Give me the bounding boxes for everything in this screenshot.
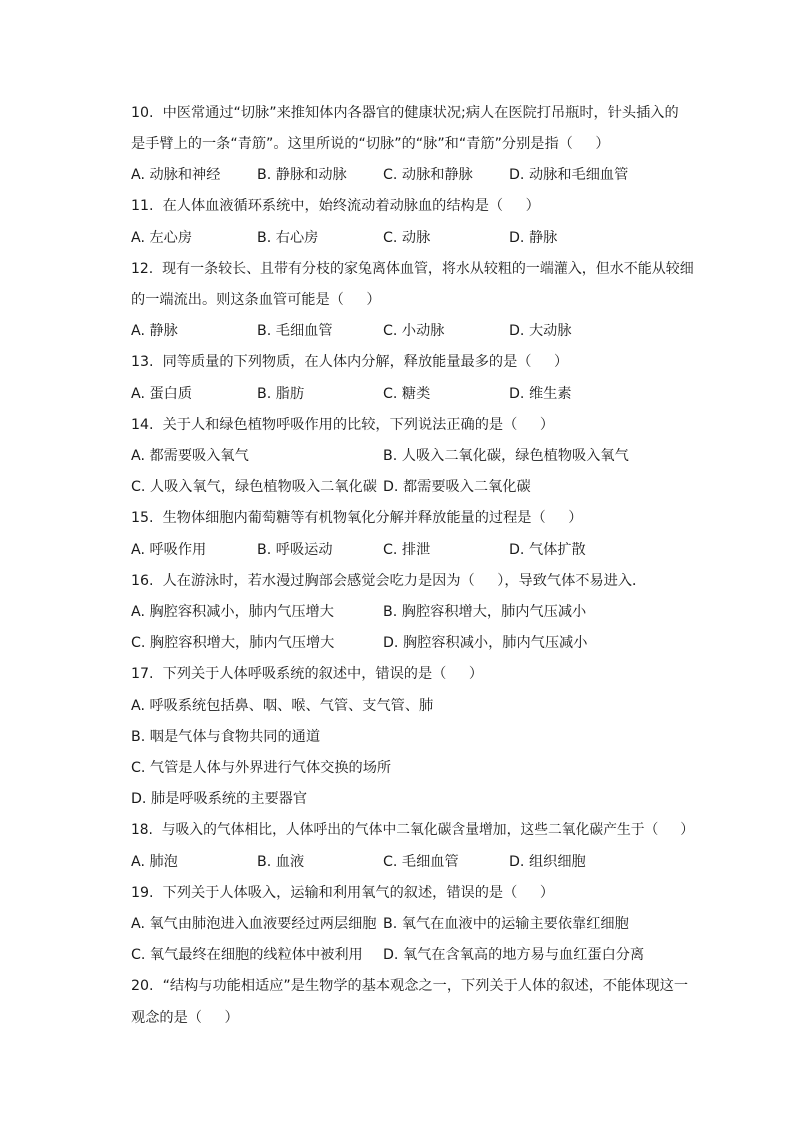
question-17-option-b: B. 咽是气体与食物共同的通道 [131,729,321,745]
question-10-stem-line-2: 是手臂上的一条“青筋”。这里所说的“切脉”的“脉”和“青筋”分别是指（ ） [131,136,610,152]
question-12-option-d: D. 大动脉 [509,323,572,339]
question-15-option-c: C. 排泄 [383,542,431,558]
question-10-option-c: C. 动脉和静脉 [383,167,473,183]
question-16-option-a: A. 胸腔容积减小，肺内气压增大 [131,604,334,620]
question-14-option-b: B. 人吸入二氧化碳，绿色植物吸入氧气 [383,448,629,464]
question-10-option-b: B. 静脉和动脉 [257,167,347,183]
question-10-stem-line-1: 10. 中医常通过“切脉”来推知体内各器官的健康状况;病人在医院打吊瓶时，针头插入的 [131,105,679,121]
question-15-option-b: B. 呼吸运动 [257,542,333,558]
question-16-option-b: B. 胸腔容积增大，肺内气压减小 [383,604,587,620]
question-19-stem-line-1: 19. 下列关于人体吸入，运输和利用氧气的叙述，错误的是（ ） [131,885,555,901]
question-15-option-d: D. 气体扩散 [509,542,586,558]
question-14-stem-line-1: 14. 关于人和绿色植物呼吸作用的比较，下列说法正确的是（ ） [131,417,555,433]
question-17-option-a: A. 呼吸系统包括鼻、咽、喉、气管、支气管、肺 [131,698,434,714]
question-18-option-c: C. 毛细血管 [383,854,459,870]
question-15-stem-line-1: 15. 生物体细胞内葡萄糖等有机物氧化分解并释放能量的过程是（ ） [131,510,583,526]
question-18-stem-line-1: 18. 与吸入的气体相比，人体呼出的气体中二氧化碳含量增加，这些二氧化碳产生于（ ） [131,822,695,838]
question-12-stem-line-1: 12. 现有一条较长、且带有分枝的家兔离体血管，将水从较粗的一端灌入，但水不能从较细 [131,261,694,277]
question-13-option-a: A. 蛋白质 [131,386,193,402]
question-14-option-a: A. 都需要吸入氧气 [131,448,249,464]
question-12-option-a: A. 静脉 [131,323,178,339]
question-12-stem-line-2: 的一端流出。则这条血管可能是（ ） [131,292,381,308]
question-18-option-b: B. 血液 [257,854,305,870]
question-17-option-c: C. 气管是人体与外界进行气体交换的场所 [131,760,392,776]
question-17-stem-line-1: 17. 下列关于人体呼吸系统的叙述中，错误的是（ ） [131,666,484,682]
question-15-option-a: A. 呼吸作用 [131,542,207,558]
question-10-option-a: A. 动脉和神经 [131,167,221,183]
question-16-stem-line-1: 16. 人在游泳时，若水漫过胸部会感觉会吃力是因为（ ），导致气体不易进入． [131,573,647,589]
question-11-option-d: D. 静脉 [509,230,558,246]
question-14-option-d: D. 都需要吸入二氧化碳 [383,479,531,495]
question-18-option-a: A. 肺泡 [131,854,178,870]
question-14-option-c: C. 人吸入氧气，绿色植物吸入二氧化碳 [131,479,377,495]
question-13-option-d: D. 维生素 [509,386,572,402]
question-20-stem-line-2: 观念的是（ ） [131,1010,239,1026]
question-12-option-c: C. 小动脉 [383,323,445,339]
question-17-option-d: D. 肺是呼吸系统的主要器官 [131,791,308,807]
question-11-option-b: B. 右心房 [257,230,319,246]
question-10-option-d: D. 动脉和毛细血管 [509,167,629,183]
question-13-option-b: B. 脂肪 [257,386,305,402]
question-11-stem-line-1: 11. 在人体血液循环系统中，始终流动着动脉血的结构是（ ） [131,198,540,214]
question-19-option-a: A. 氧气由肺泡进入血液要经过两层细胞 [131,916,377,932]
question-16-option-c: C. 胸腔容积增大，肺内气压增大 [131,635,335,651]
question-11-option-c: C. 动脉 [383,230,431,246]
question-11-option-a: A. 左心房 [131,230,193,246]
question-19-option-d: D. 氧气在含氧高的地方易与血红蛋白分离 [383,947,645,963]
question-13-stem-line-1: 13. 同等质量的下列物质，在人体内分解，释放能量最多的是（ ） [131,354,569,370]
question-16-option-d: D. 胸腔容积减小，肺内气压减小 [383,635,588,651]
question-19-option-b: B. 氧气在血液中的运输主要依靠红细胞 [383,916,629,932]
question-19-option-c: C. 氧气最终在细胞的线粒体中被利用 [131,947,363,963]
question-18-option-d: D. 组织细胞 [509,854,586,870]
question-12-option-b: B. 毛细血管 [257,323,333,339]
question-20-stem-line-1: 20. “结构与功能相适应”是生物学的基本观念之一，下列关于人体的叙述，不能体现这一 [131,978,689,994]
question-13-option-c: C. 糖类 [383,386,431,402]
